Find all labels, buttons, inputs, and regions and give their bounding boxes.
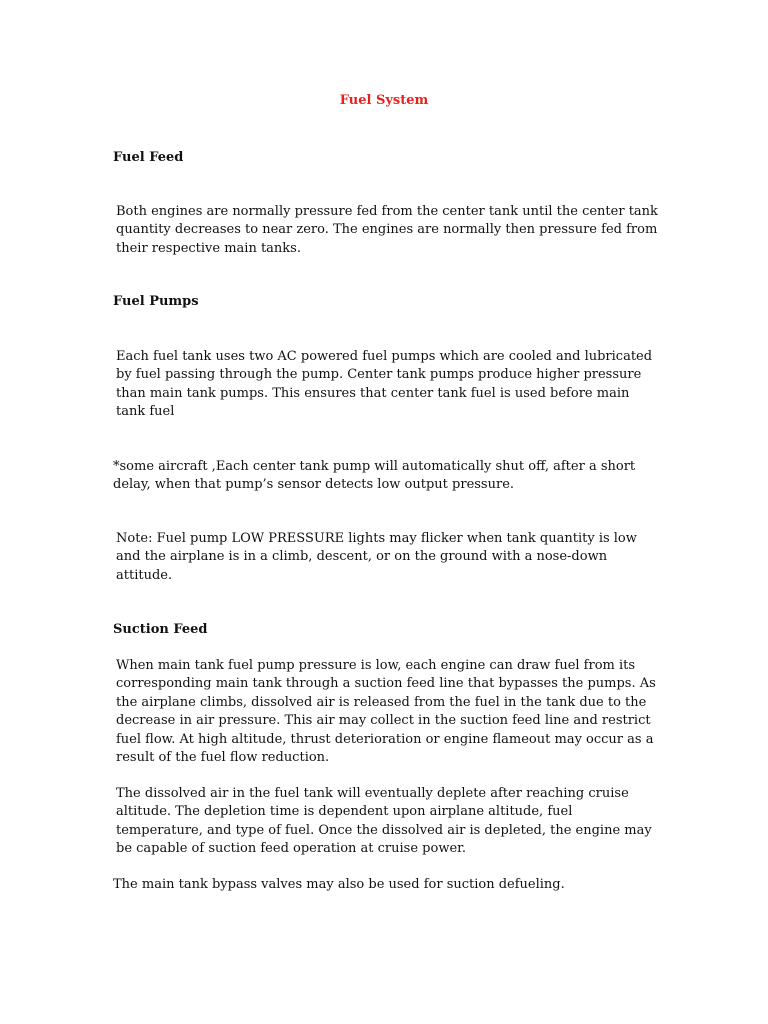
paragraph-suction-feed-3: The main tank bypass valves may also be used for suction defueling. xyxy=(113,877,565,892)
heading-suction-feed: Suction Feed xyxy=(113,622,208,637)
paragraph-fuel-pumps: Each fuel tank uses two AC powered fuel pumps which are cooled and lubricated by fuel passing through the pump. Center tank pumps produce higher pressure than main tank pumps. This ensures that center tank fuel is used before main tank fuel xyxy=(116,349,653,420)
paragraph-suction-feed-2: The dissolved air in the fuel tank will eventually deplete after reaching cruise altitude. The depletion time is dependent upon airplane altitude, fuel temperature, and type of fuel. Once the dissolved air is depleted, the engine may be capable of suction feed operation at cruise power. xyxy=(116,786,652,857)
paragraph-pressure-note: Note: Fuel pump LOW PRESSURE lights may flicker when tank quantity is low and the airplane is in a climb, descent, or on the ground with a nose-down attitude. xyxy=(116,531,637,583)
heading-fuel-pumps: Fuel Pumps xyxy=(113,294,199,309)
page-title: Fuel System xyxy=(339,93,429,108)
paragraph-fuel-feed: Both engines are normally pressure fed from the center tank until the center tank quantity decreases to near zero. The engines are normally then pressure fed from their respective main tanks. xyxy=(116,204,658,256)
paragraph-aircraft-note: *some aircraft ,Each center tank pump will automatically shut off, after a short delay, when that pump’s sensor detects low output pressure. xyxy=(113,459,636,493)
heading-fuel-feed: Fuel Feed xyxy=(113,150,184,165)
paragraph-suction-feed-1: When main tank fuel pump pressure is low, each engine can draw fuel from its corresponding main tank through a suction feed line that bypasses the pumps. As the airplane climbs, dissolved air is released from the fuel in the tank due to the decrease in air pressure. This air may collect in the suction feed line and restrict fuel flow. At high altitude, thrust deterioration or engine flameout may occur as a result of the fuel flow reduction. xyxy=(116,658,656,766)
